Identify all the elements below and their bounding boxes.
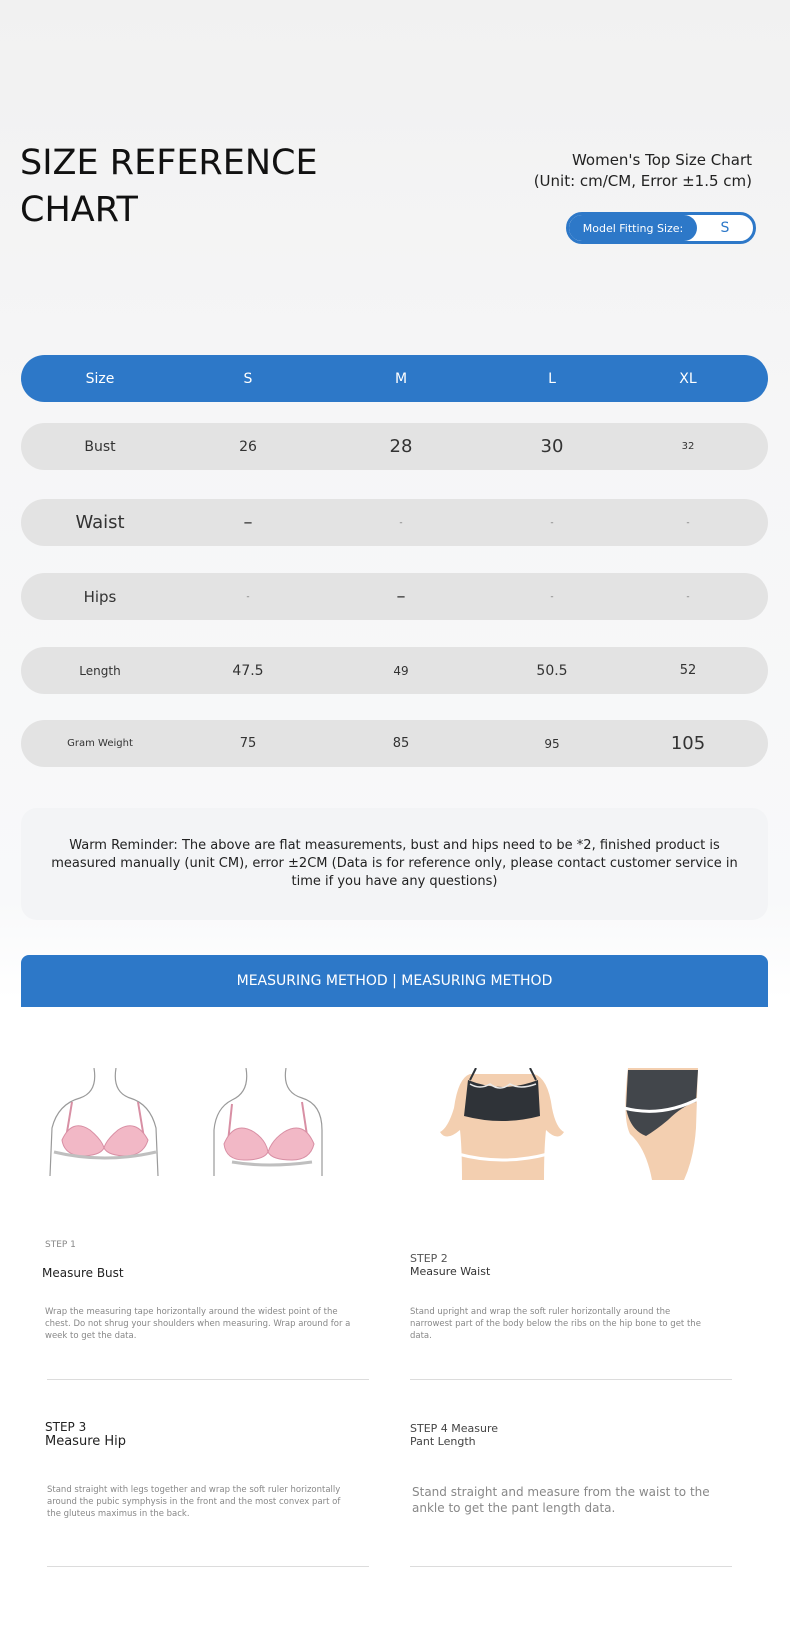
step-label: STEP 4 Measure [410,1422,499,1435]
cell-value: 75 [239,736,257,751]
step-label: STEP 2 [410,1252,448,1265]
model-fitting-size-label: Model Fitting Size: [569,215,697,241]
cell-value: 85 [392,736,410,751]
chart-info-line1: Women's Top Size Chart [571,151,752,169]
model-fitting-size-badge [566,212,756,244]
row-label: Hips [83,587,117,606]
step-label: STEP 1 [45,1240,76,1250]
bust-measure-illustration-front [44,1068,164,1180]
chart-info [534,150,752,192]
table-row-hips [21,573,768,620]
step-1 [45,1240,355,1250]
header-cell-l: L [548,370,556,387]
header-cell-m: M [394,370,408,387]
cell-value: - [550,591,554,602]
table-row-bust [21,423,768,470]
page-title: SIZE REFERENCE CHART [20,143,318,230]
cell-value: - [399,517,403,528]
step-title: Measure Waist [410,1265,491,1278]
cell-value: 105 [670,733,706,754]
step-title: Pant Length [410,1435,476,1448]
size-table-header [21,355,768,402]
measuring-method-banner: MEASURING METHOD | MEASURING METHOD [21,955,768,1007]
cell-value: - [246,591,250,602]
step-2 [410,1252,490,1278]
header-cell-size: Size [85,370,115,387]
step-3 [45,1420,126,1449]
table-row-length [21,647,768,694]
step-title: Measure Bust [42,1266,124,1280]
step-label: STEP 3 [45,1420,87,1434]
cell-value: 52 [679,663,697,678]
step-4 [410,1422,498,1448]
cell-value: 50.5 [536,662,568,679]
warm-reminder: Warm Reminder: The above are flat measurements, bust and hips need to be *2, finished product is measured manually (unit CM), error ±2CM (Data is for reference only, please contact customer service in time if you have any questions) [21,808,768,920]
model-fitting-size-value: S [720,220,730,236]
table-row-gram-weight [21,720,768,767]
cell-value: - [686,517,690,528]
row-label: Waist [75,512,125,533]
cell-value: – [243,512,253,533]
header-cell-s: S [243,370,253,387]
cell-value: 95 [544,736,560,751]
step-description: Stand upright and wrap the soft ruler horizontally around the narrowest part of the body below the ribs on the hip bone to get the data. [410,1307,701,1341]
cell-value: 32 [681,441,695,452]
cell-value: 28 [389,436,413,457]
divider [47,1379,369,1380]
bust-measure-illustration-side [210,1068,330,1180]
cell-value: - [686,591,690,602]
divider [410,1379,732,1380]
step-description: Stand straight and measure from the waist to the ankle to get the pant length data. [412,1485,710,1515]
step-title: Measure Hip [45,1434,127,1449]
cell-value: 26 [239,438,257,455]
row-label: Bust [84,438,116,455]
cell-value: 30 [540,436,564,457]
row-label: Gram Weight [67,738,133,749]
waist-measure-illustration [440,1068,565,1180]
divider [410,1566,732,1567]
cell-value: 47.5 [232,662,264,679]
step-description: Wrap the measuring tape horizontally around the widest point of the chest. Do not shrug your shoulders when measuring. Wrap around for a week to get the data. [45,1307,351,1341]
row-label: Length [79,663,121,678]
cell-value: 49 [393,663,409,678]
chart-info-line2: (Unit: cm/CM, Error ±1.5 cm) [533,172,752,190]
header-cell-xl: XL [679,370,697,387]
divider [47,1566,369,1567]
table-row-waist [21,499,768,546]
cell-value: - [550,517,554,528]
hip-measure-illustration [622,1068,702,1180]
cell-value: – [396,586,406,607]
step-description: Stand straight with legs together and wrap the soft ruler horizontally around the pubic symphysis in the front and the most convex part of the gluteus maximus in the back. [47,1485,341,1519]
